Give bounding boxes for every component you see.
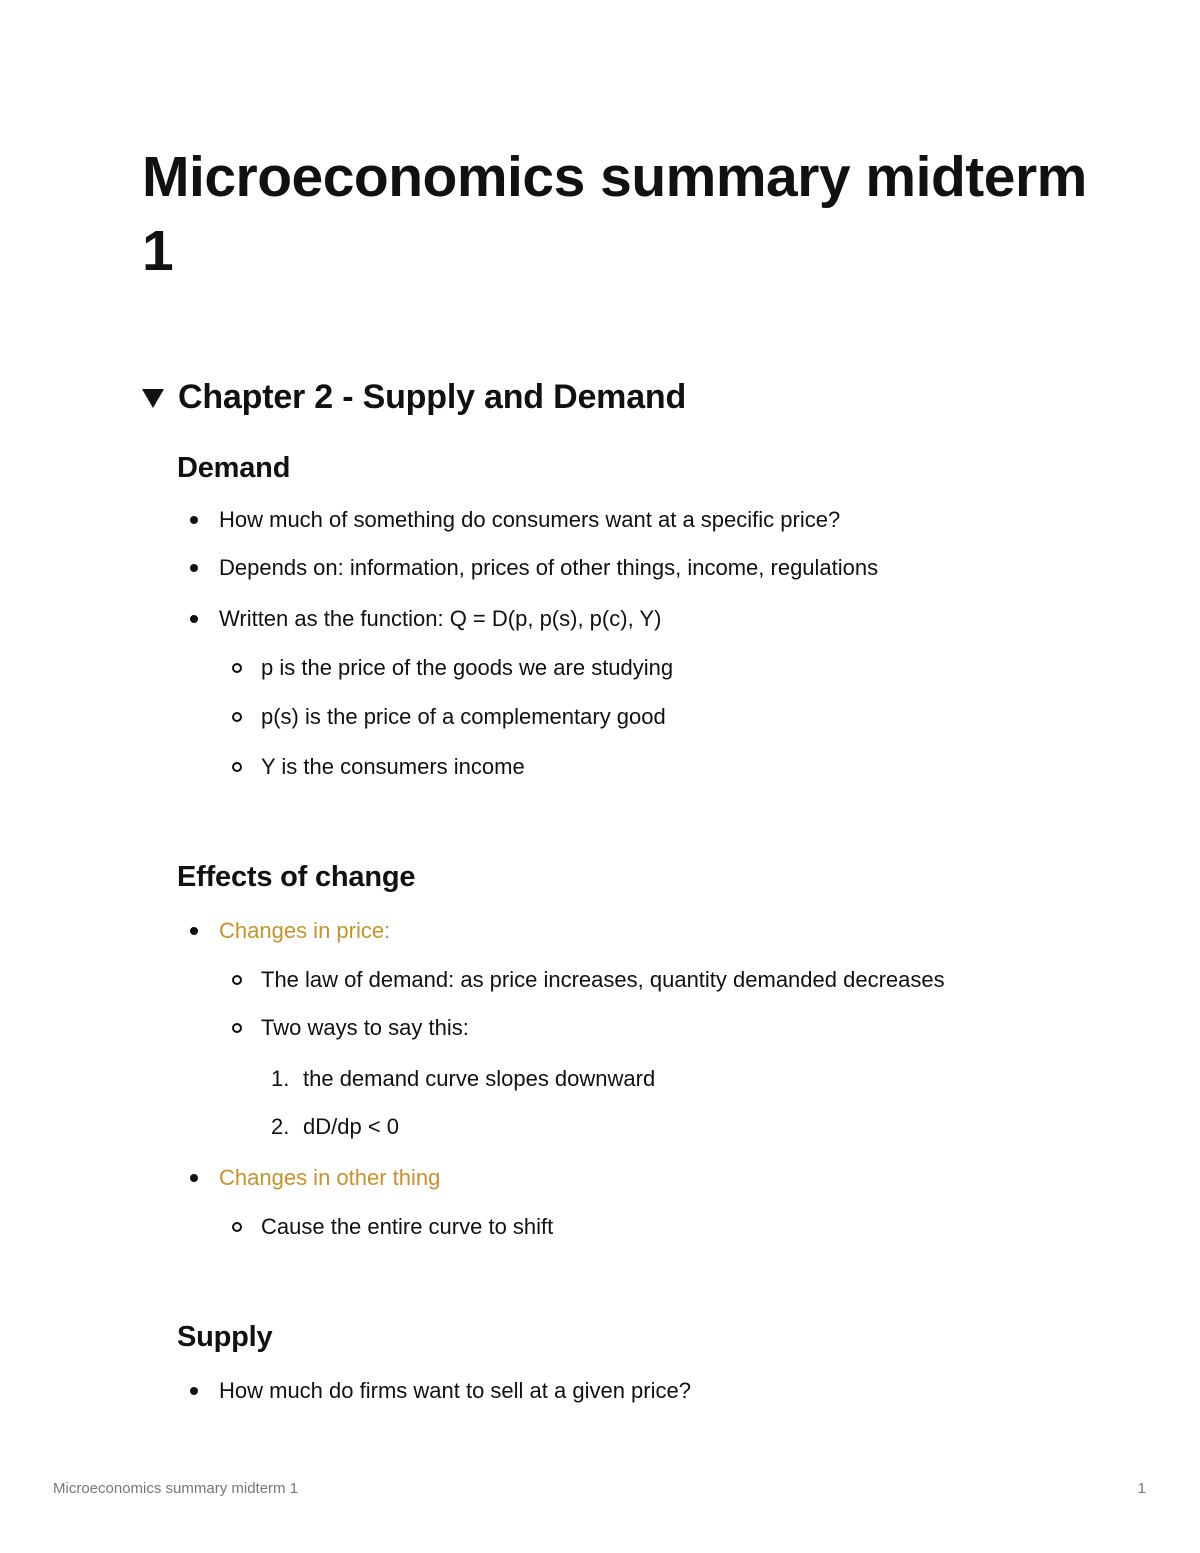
- circle-bullet-icon: [232, 1222, 242, 1232]
- toggle-chapter-2[interactable]: [140, 378, 686, 417]
- list-item-text: Changes in other thing: [219, 1165, 441, 1190]
- bullet-icon: [190, 516, 198, 524]
- toggle-title: Chapter 2 - Supply and Demand: [178, 378, 687, 416]
- bullet-icon: [190, 1387, 198, 1395]
- list-item-text: the demand curve slopes downward: [303, 1066, 656, 1091]
- list-item: [232, 703, 666, 731]
- triangle-down-icon[interactable]: [140, 386, 166, 410]
- page-title: Microeconomics summary midterm 1: [142, 145, 1087, 283]
- list-item-text: Written as the function: Q = D(p, p(s), p(c), Y): [219, 606, 662, 631]
- list-item-text: p is the price of the goods we are studying: [261, 655, 674, 680]
- list-item-text: How much of something do consumers want at a specific price?: [219, 507, 841, 532]
- list-item: [232, 654, 673, 682]
- list-item: [190, 1164, 440, 1192]
- list-item: [232, 1014, 469, 1042]
- heading-supply: Supply: [177, 1321, 273, 1353]
- list-item: [190, 605, 661, 633]
- footer-title: Microeconomics summary midterm 1: [53, 1480, 299, 1497]
- list-item: [190, 554, 878, 582]
- list-item-text: The law of demand: as price increases, quantity demanded decreases: [261, 967, 945, 992]
- circle-bullet-icon: [232, 663, 242, 673]
- list-item-text: Depends on: information, prices of other things, income, regulations: [219, 555, 879, 580]
- numbered-item: [271, 1113, 399, 1141]
- bullet-icon: [190, 1174, 198, 1182]
- numbered-item: [271, 1065, 655, 1093]
- list-item: [190, 1377, 691, 1405]
- list-item: [190, 917, 390, 945]
- list-item: [232, 1213, 553, 1241]
- bullet-icon: [190, 564, 198, 572]
- page-number: 1: [1137, 1480, 1146, 1497]
- list-item: [232, 966, 945, 994]
- list-item-text: Y is the consumers income: [261, 754, 525, 779]
- circle-bullet-icon: [232, 1023, 242, 1033]
- heading-effects-of-change: Effects of change: [177, 861, 416, 893]
- list-item-text: How much do firms want to sell at a given price?: [219, 1378, 691, 1403]
- bullet-icon: [190, 615, 198, 623]
- heading-demand: Demand: [177, 452, 291, 484]
- circle-bullet-icon: [232, 712, 242, 722]
- list-item-text: Two ways to say this:: [261, 1015, 469, 1040]
- list-item: [190, 506, 840, 534]
- item-number: 1.: [271, 1066, 290, 1091]
- list-item: [232, 753, 525, 781]
- list-item-text: Cause the entire curve to shift: [261, 1214, 554, 1239]
- list-item-text: Changes in price:: [219, 918, 391, 943]
- item-number: 2.: [271, 1114, 290, 1139]
- circle-bullet-icon: [232, 975, 242, 985]
- list-item-text: p(s) is the price of a complementary good: [261, 704, 666, 729]
- bullet-icon: [190, 927, 198, 935]
- circle-bullet-icon: [232, 762, 242, 772]
- list-item-text: dD/dp < 0: [303, 1114, 400, 1139]
